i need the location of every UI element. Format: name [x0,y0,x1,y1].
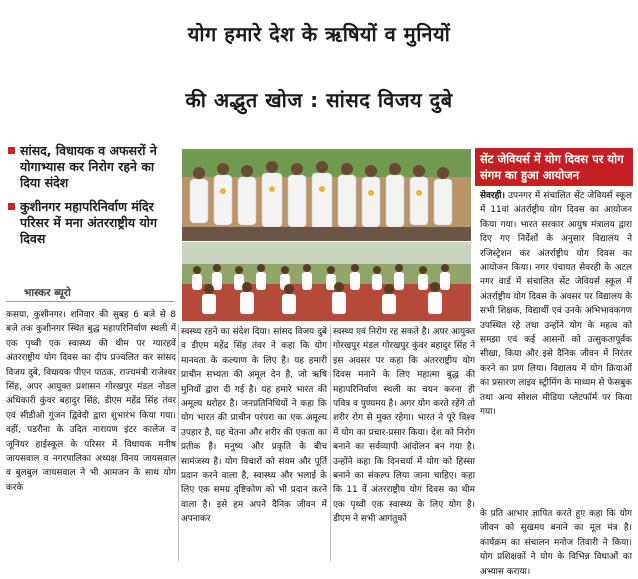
dateline: सेवरही। [480,191,505,201]
column-divider [178,325,179,561]
column-divider [330,325,331,561]
article-column-2: स्वस्थ्य रहने का संदेश दिया। सांसद विजय दुबे व डीएम महेंद्र सिंह तंवर ने कहा कि योग मानवता के कल्याण के लिए है। यह हमारी प्राचीन सभ्यता की अमूल देन है, जो ऋषि मुनियों द्वारा दी गई है। यह हमारे भारत की अमूल्य धरोहर है। जनप्रतिनिधियों ने कहा कि योग भारत की प्राचीन परंपरा का एक अमूल्य उपहार है, यह चेतना और शरीर की एकता का प्रतीक है। मनुष्य और प्रकृति के बीच सामंजस्य है। योग विचारों को संयम और पूर्ति प्रदान करने वाला है, स्वास्थ्य और भलाई के लिए एक समग्र दृष्टिकोण को भी प्रदान करने वाला है। इसे हम अपने दैनिक जीवन में अपनाकर [181,327,327,525]
byline: भास्कर ब्यूरो [24,287,71,299]
article-column-1: कसया, कुशीनगर। शनिवार की सुबह 6 बजे से 8 बजे तक कुशीनगर स्थित बुद्ध महापरिनिर्वाण स्थली में एक पृथ्वी एक स्वास्थ्य की थीम पर ग्यारहवें अंतरराष्ट्रीय योग दिवस का दीप प्रज्वलित कर सांसद विजय दुबे, विधायक पीएन पाठक, राज्यमंत्री राजेश्वर सिंह, अपर आयुक्त प्रशासन गोरखपुर मंडल नोडल अधिकारी कुंवर बहादुर सिंह, डीएम महेंद्र सिंह तंवर एवं सीडीओ गुंजन द्विवेदी द्वारा शुभारंभ किया गया। वहीं, पडरौना के उदित नारायण इंटर कालेज व जूनियर हाईस्कूल के परिसर में विधायक मनीष जायसवाल व नगरपालिका अध्यक्ष विनय जायसवाल व बुलबुल जायसवाल ने भी आमजन के साथ योग करके [6,310,176,493]
bullet-point: सांसद, विधायक व अफसरों ने योगाभ्यास कर निरोग रहने का दिया संदेश [6,143,174,191]
side-story-body [480,189,632,507]
side-story-headline: सेंट जेवियर्स में योग दिवस पर योग संगम का हुआ आयोजन [475,148,633,186]
article-column-continuation: के प्रति आभार ज्ञापित करते हुए कहा कि योग जीवन को सुखमय बनाने का मूल मंत्र है। कार्यक्रम का संचालन मनोज तिवारी ने किया। योग प्रशिक्षकों ने योग के विभिन्न विधाओं का अभ्यास कराया। [480,509,632,577]
article-column-3: स्वस्थ्य एवं निरोग रह सकते है। अपर आयुक्त गोरखपुर मंडल गोरखपुर कुंवर बहादुर सिंह ने इस अवसर पर कहा कि अंतरराष्ट्रीय योग दिवस मनाने के लिए महात्मा बुद्ध की महापरिनिर्वाण स्थली का चयन करना ही पवित्र व पुण्यमय है। अगर योग करते रहेंगे तो शरीर रोग से मुक्त रहेगा। भारत ने पूरे विश्व में योग का प्रचार-प्रसार किया। देश को निरोग बनाने का सर्वव्यापी आंदोलन बन गया है। उन्होंने कहा कि दिनचर्या में योग को हिस्सा बनाने का संकल्प लिया जाना चाहिए। कहा कि 11 वें अंतरराष्ट्रीय योग दिवस का थीम एक पृथ्वी एक स्वास्थ्य के लिए योग है। डीएम ने सभी आगंतुकों [333,327,475,525]
photo-dignitaries [182,149,471,241]
headline-line-1: योग हमारे देश के ऋषियों व मुनियों [187,22,451,46]
photo-dignitaries-illustration [182,149,471,241]
headline-line-2: की अद्भुत खोज : सांसद विजय दुबे [185,88,453,112]
summary-bullets [6,143,174,255]
divider [6,301,174,302]
side-story-text: उपनगर में संचालित सेंट जेवियर्स स्कूल में 11वां अंतर्राष्ट्रीय योग दिवस का आयोजन किया गया। भारत सरकार आयुष मंत्रालय द्वारा दिए गए निर्देशों के अनुसार विद्यालय ने रजिस्ट्रेशन कर अंतर्राष्ट्रीय योग दिवस का आयोजन किया। नगर पंचायत सेवरही के अटल नगर वार्ड में संचालित सेंट जेवियर्स स्कूल में अंतर्राष्ट्रीय योग दिवस के अवसर पर विद्यालय के सभी शिक्षक, विद्यार्थी एवं उनके अभिभावकगण उपस्थित रहे तथा उन्होंने योग के महत्व को समझा एवं कई आसनों को उत्सुकतापूर्वक सीखा, किया और इसे दैनिक जीवन में निरंतर करने का प्रण लिया। विद्यालय में योग क्रियाओं का प्रसारण लाइव स्ट्रीमिंग के माध्यम से फेसबुक तथा अन्य सोशल मीडिया प्लेटफॉर्म पर किया गया। [480,191,632,418]
bullet-point: कुशीनगर महापरिनिर्वाण मंदिर परिसर में मना अंतरराष्ट्रीय योग दिवस [6,199,174,247]
photo-yoga-crowd-illustration [182,242,471,321]
photo-yoga-crowd [182,242,471,321]
